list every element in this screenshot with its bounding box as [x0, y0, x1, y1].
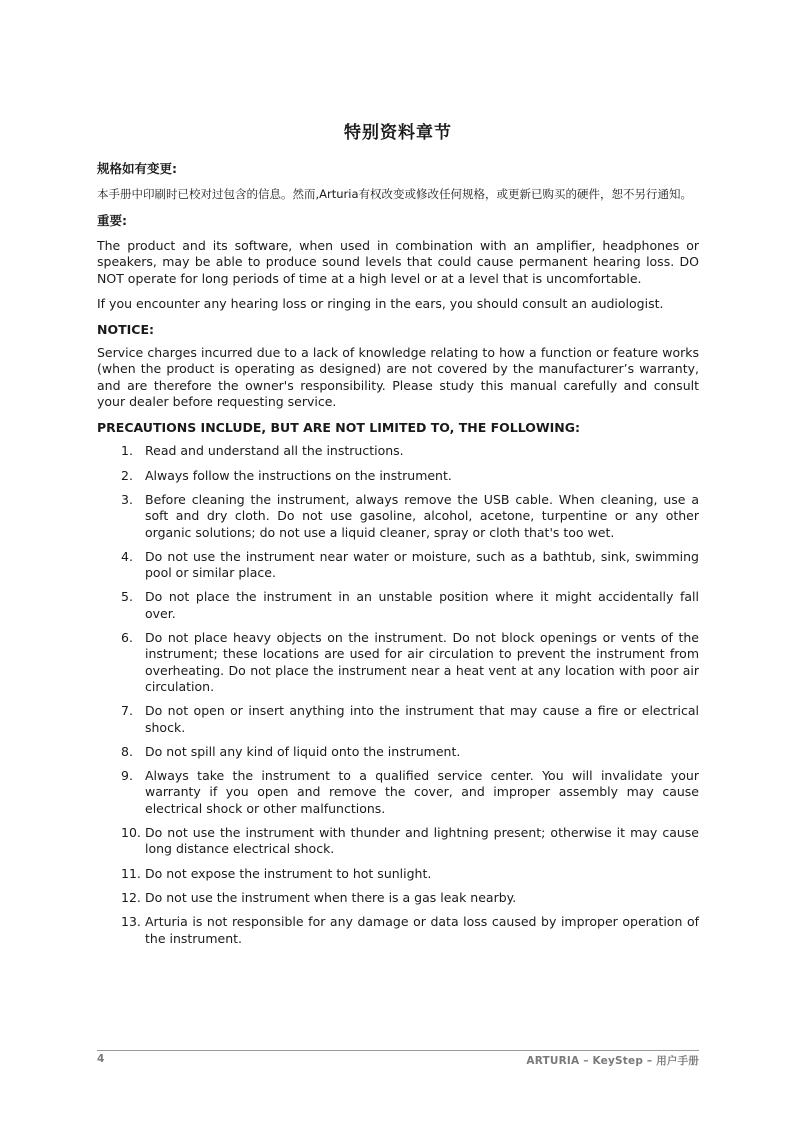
list-item-text: Before cleaning the instrument, always remove the USB cable. When cleaning, use a soft and dry cloth. Do not use gasoline, alcohol, acetone, turpentine or any other organic solutions; do not use a liquid cleaner, spray or cloth that's too wet. — [145, 491, 699, 540]
list-item-number: 3. — [121, 491, 133, 507]
list-item — [97, 914, 699, 947]
list-item — [97, 744, 699, 760]
list-item-text: Do not place heavy objects on the instrument. Do not block openings or vents of the instrument; these locations are used for air circulation to prevent the instrument from overheating. Do not place the instrument near a heat vent at any location with poor air circulation. — [145, 630, 699, 694]
list-item-number: 9. — [121, 768, 133, 784]
list-item — [97, 703, 699, 736]
list-item-number: 2. — [121, 467, 133, 483]
important-paragraph-2: If you encounter any hearing loss or ringing in the ears, you should consult an audiologist. — [97, 295, 664, 311]
important-heading: 重要: — [97, 213, 127, 228]
precautions-list — [97, 443, 699, 946]
list-item — [97, 492, 699, 541]
list-item-number: 5. — [121, 589, 133, 605]
list-item-text: Do not open or insert anything into the instrument that may cause a fire or electrical shock. — [145, 703, 699, 735]
list-item-number: 7. — [121, 703, 133, 719]
list-item — [97, 825, 699, 858]
list-item-text: Do not expose the instrument to hot sunlight. — [145, 865, 432, 881]
list-item — [97, 890, 699, 906]
page-title: 特别资料章节 — [344, 123, 452, 143]
important-paragraph-1: The product and its software, when used in combination with an amplifier, headphones or speakers, may be able to produce sound levels that could cause permanent hearing loss. DO NOT operate for long periods of time at a high level or at a level that is uncomfortable. — [97, 238, 699, 286]
list-item-number: 6. — [121, 630, 133, 646]
list-item-number: 1. — [121, 443, 133, 459]
list-item — [97, 443, 699, 459]
list-item — [97, 589, 699, 622]
list-item-number: 13. — [121, 914, 141, 930]
specs-paragraph: 本手册中印刷时已校对过包含的信息。然而,Arturia有权改变或修改任何规格，或更新已购买的硬件，恕不另行通知。 — [97, 187, 693, 201]
list-item-text: Always follow the instructions on the instrument. — [145, 467, 452, 483]
list-item — [97, 866, 699, 882]
specs-heading: 规格如有变更: — [97, 161, 177, 176]
page-body — [97, 160, 699, 955]
list-item-text: Do not use the instrument near water or moisture, such as a bathtub, sink, swimming pool or similar place. — [145, 548, 699, 581]
list-item-text: Do not use the instrument with thunder and lightning present; otherwise it may cause long distance electrical shock. — [145, 825, 699, 857]
list-item-text: Do not place the instrument in an unstable position where it might accidentally fall over. — [145, 589, 699, 621]
list-item-text: Arturia is not responsible for any damage or data loss caused by improper operation of the instrument. — [145, 914, 699, 946]
precautions-heading: PRECAUTIONS INCLUDE, BUT ARE NOT LIMITED TO, THE FOLLOWING: — [97, 420, 581, 436]
document-page — [97, 0, 699, 1122]
list-item-text: Read and understand all the instructions. — [145, 443, 404, 459]
notice-paragraph: Service charges incurred due to a lack of knowledge relating to how a function or feature works (when the product is operating as designed) are not covered by the manufacturer’s warranty, and are therefore the owner's responsibility. Please study this manual carefully and consult your dealer before requesting service. — [97, 345, 699, 410]
footer-divider — [97, 1050, 699, 1051]
list-item-number: 8. — [121, 743, 133, 759]
list-item — [97, 468, 699, 484]
list-item — [97, 549, 699, 582]
list-item-number: 4. — [121, 548, 133, 564]
notice-heading: NOTICE: — [97, 322, 154, 338]
list-item-text: Do not use the instrument when there is a gas leak nearby. — [145, 889, 517, 905]
list-item-number: 10. — [121, 825, 141, 841]
list-item — [97, 630, 699, 695]
footer-running-title: ARTURIA – KeyStep – 用户手册 — [526, 1055, 699, 1067]
list-item-number: 12. — [121, 889, 141, 905]
list-item-number: 11. — [121, 865, 141, 881]
footer-page-number: 4 — [97, 1053, 105, 1065]
list-item — [97, 768, 699, 817]
list-item-text: Always take the instrument to a qualified service center. You will invalidate your warranty if you open and remove the cover, and improper assembly may cause electrical shock or other malfunctions. — [145, 768, 699, 816]
list-item-text: Do not spill any kind of liquid onto the instrument. — [145, 743, 461, 759]
